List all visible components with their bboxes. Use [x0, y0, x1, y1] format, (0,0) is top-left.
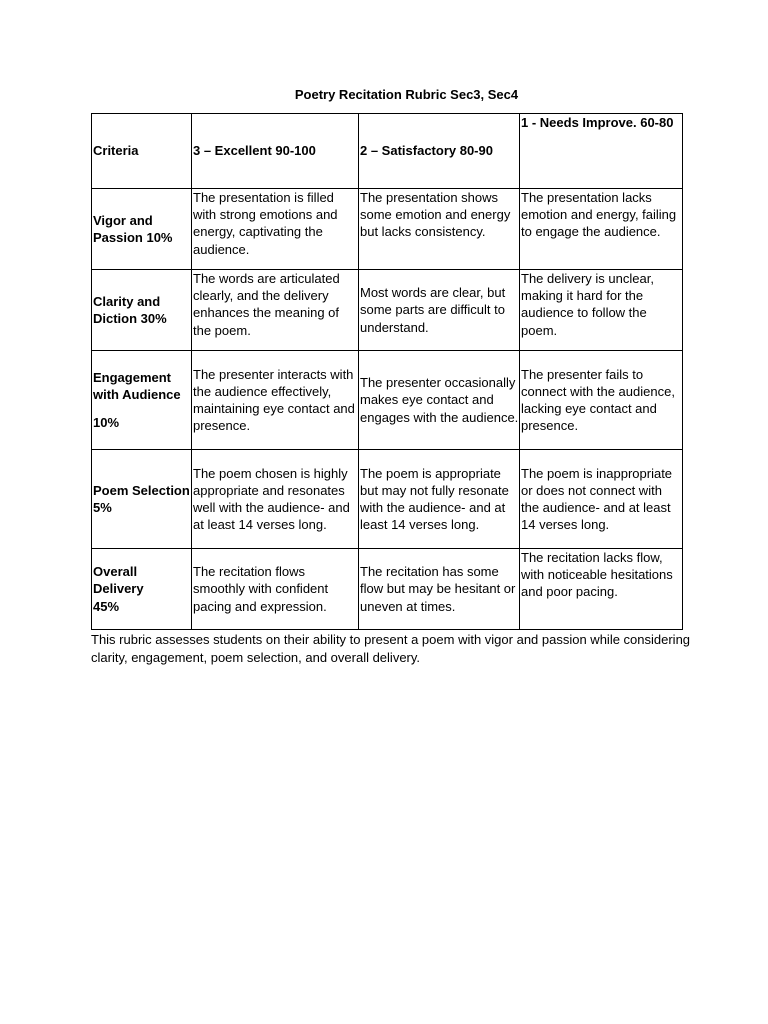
needs-improve-cell: The recitation lacks flow, with noticeable hesitations and poor pacing. — [520, 549, 683, 630]
rubric-table — [91, 113, 683, 630]
header-satisfactory: 2 – Satisfactory 80-90 — [359, 114, 520, 189]
criteria-weight: 45% — [93, 598, 120, 614]
criteria-name: Overall Delivery — [93, 564, 144, 597]
table-row — [92, 270, 683, 351]
criteria-weight: 5% — [93, 500, 112, 515]
criteria-name: Poem Selection — [93, 482, 190, 498]
criteria-cell: Vigor and Passion 10% — [92, 189, 192, 270]
table-row — [92, 549, 683, 630]
satisfactory-cell: The presentation shows some emotion and energy but lacks consistency. — [359, 189, 520, 270]
footer-note: This rubric assesses students on their ability to present a poem with vigor and passion while considering clarity, engagement, poem selection, and overall delivery. — [91, 632, 691, 665]
needs-improve-cell: The presentation lacks emotion and energy, failing to engage the audience. — [520, 189, 683, 270]
criteria-spacer — [93, 404, 191, 414]
satisfactory-cell: The presenter occasionally makes eye contact and engages with the audience. — [359, 351, 520, 450]
needs-improve-cell: The poem is inappropriate or does not connect with the audience- and at least 14 verses long. — [520, 450, 683, 549]
table-row — [92, 189, 683, 270]
table-row — [92, 450, 683, 549]
criteria-cell: Clarity and Diction 30% — [92, 270, 192, 351]
excellent-cell: The recitation flows smoothly with confident pacing and expression. — [192, 549, 359, 630]
satisfactory-cell: The poem is appropriate but may not fully resonate with the audience- and at least 14 verses long. — [359, 450, 520, 549]
header-needs-improve: 1 - Needs Improve. 60-80 — [520, 114, 683, 189]
excellent-cell: The words are articulated clearly, and the delivery enhances the meaning of the poem. — [192, 270, 359, 351]
header-row — [92, 114, 683, 189]
needs-improve-cell: The presenter fails to connect with the audience, lacking eye contact and presence. — [520, 351, 683, 450]
criteria-cell — [92, 450, 192, 549]
criteria-cell — [92, 549, 192, 630]
criteria-weight: 10% — [93, 414, 120, 430]
satisfactory-cell: Most words are clear, but some parts are difficult to understand. — [359, 270, 520, 351]
excellent-cell: The presenter interacts with the audience effectively, maintaining eye contact and presence. — [192, 351, 359, 450]
header-excellent: 3 – Excellent 90-100 — [192, 114, 359, 189]
criteria-cell — [92, 351, 192, 450]
header-criteria: Criteria — [92, 114, 192, 189]
excellent-cell: The poem chosen is highly appropriate and resonates well with the audience- and at least 14 verses long. — [192, 450, 359, 549]
excellent-cell: The presentation is filled with strong emotions and energy, captivating the audience. — [192, 189, 359, 270]
needs-improve-cell: The delivery is unclear, making it hard for the audience to follow the poem. — [520, 270, 683, 351]
page-title: Poetry Recitation Rubric Sec3, Sec4 — [294, 87, 519, 102]
criteria-name: Engagement with Audience — [93, 370, 181, 403]
table-row — [92, 351, 683, 450]
satisfactory-cell: The recitation has some flow but may be hesitant or uneven at times. — [359, 549, 520, 630]
